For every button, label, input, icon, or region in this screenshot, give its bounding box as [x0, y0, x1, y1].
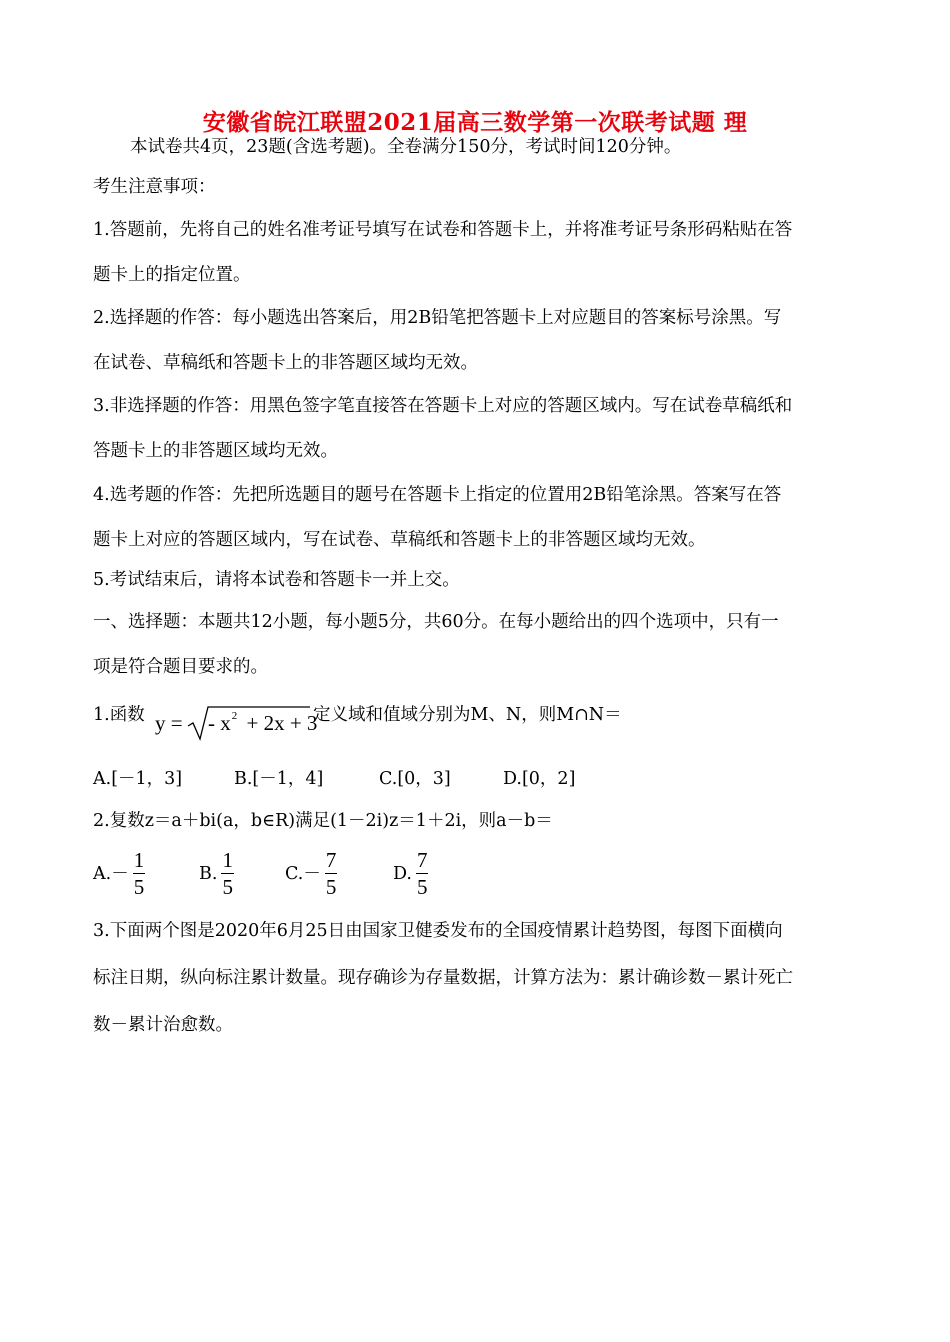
q1-radicand-rest: + 2x + 3 [246, 711, 318, 735]
q3-line-3: 数－累计治愈数。 [93, 1015, 233, 1035]
note-3-line-2: 答题卡上的非答题区域均无效。 [93, 441, 338, 461]
q2-option-b [199, 850, 234, 898]
q1-suffix: 定义域和值域分别为M、N，则M∩N＝ [313, 705, 622, 725]
note-2-line-1: 2.选择题的作答：每小题选出答案后，用2B铅笔把答题卡上对应题目的答案标号涂黑。写 [93, 308, 782, 328]
q2-option-b-fraction [221, 850, 234, 898]
q3-line-2: 标注日期，纵向标注累计数量。现存确诊为存量数据，计算方法为：累计确诊数－累计死亡 [93, 968, 793, 988]
q2-option-d [393, 850, 428, 898]
q2-option-c-denominator: 5 [325, 875, 337, 899]
q2-option-c-label: C.－ [285, 864, 321, 884]
q2-option-b-denominator: 5 [222, 875, 233, 899]
q1-option-c: C.[0，3] [379, 769, 451, 789]
q2-option-a-denominator: 5 [133, 875, 145, 899]
q1-radicand-term: - x [208, 711, 231, 735]
note-4-line-2: 题卡上对应的答题区域内，写在试卷、草稿纸和答题卡上的非答题区域均无效。 [93, 530, 706, 550]
q2-option-c [285, 850, 337, 898]
q2-option-a-numerator: 1 [133, 848, 145, 872]
exam-intro: 本试卷共4页，23题(含选考题)。全卷满分150分，考试时间120分钟。 [130, 137, 682, 157]
note-4-line-1: 4.选考题的作答：先把所选题目的题号在答题卡上指定的位置用2B铅笔涂黑。答案写在答 [93, 485, 782, 505]
q1-option-a: A.[－1，3] [93, 769, 183, 789]
q2-option-b-numerator: 1 [222, 848, 233, 872]
section-1-heading-line-1: 一、选择题：本题共12小题，每小题5分，共60分。在每小题给出的四个选项中，只有一 [93, 612, 779, 632]
q2-option-c-numerator: 7 [325, 848, 337, 872]
q2-option-d-numerator: 7 [416, 848, 428, 872]
document-title: 安徽省皖江联盟2021届高三数学第一次联考试题 理 [202, 109, 748, 136]
note-2-line-2: 在试卷、草稿纸和答题卡上的非答题区域均无效。 [93, 353, 478, 373]
note-1-line-1: 1.答题前，先将自己的姓名准考证号填写在试卷和答题卡上，并将准考证号条形码粘贴在答 [93, 220, 793, 240]
q1-exponent: 2 [231, 710, 238, 722]
q2-option-d-fraction [416, 850, 429, 898]
note-1-line-2: 题卡上的指定位置。 [93, 265, 251, 285]
q2-option-d-label: D. [393, 864, 412, 884]
q1-prefix: 1.函数 [93, 705, 145, 725]
q2-option-c-fraction [325, 850, 338, 898]
q2-option-a-fraction [133, 850, 146, 898]
q2-option-d-denominator: 5 [416, 875, 428, 899]
q1-option-d: D.[0，2] [503, 769, 576, 789]
note-5-line-1: 5.考试结束后，请将本试卷和答题卡一并上交。 [93, 570, 460, 590]
q3-line-1: 3.下面两个图是2020年6月25日由国家卫健委发布的全国疫情累计趋势图，每图下面横向 [93, 921, 783, 941]
q2-option-b-label: B. [199, 864, 218, 884]
q2-option-a-label: A.－ [93, 864, 129, 884]
q1-formula [155, 711, 183, 736]
q2-option-a [93, 850, 145, 898]
section-1-heading-line-2: 项是符合题目要求的。 [93, 657, 268, 677]
note-3-line-1: 3.非选择题的作答：用黑色签字笔直接答在答题卡上对应的答题区域内。写在试卷草稿纸和 [93, 396, 793, 416]
q1-option-b: B.[－1，4] [234, 769, 324, 789]
q1-radicand [208, 711, 317, 736]
q2-text: 2.复数z＝a＋bi(a，b∈R)满足(1－2i)z＝1＋2i，则a－b＝ [93, 811, 553, 831]
q1-formula-lhs: y = [155, 711, 183, 735]
notice-heading: 考生注意事项： [93, 177, 216, 197]
